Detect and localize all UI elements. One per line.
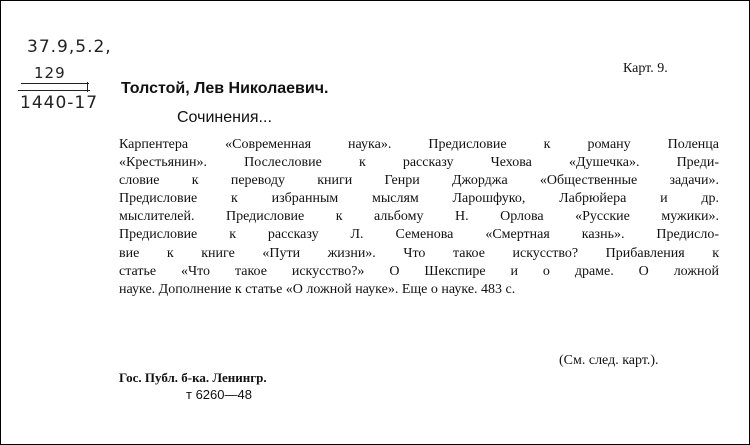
handwritten-underline — [21, 83, 89, 84]
author-heading: Толстой, Лев Николаевич. — [121, 80, 329, 97]
handwritten-call-number: 1440-17 — [20, 93, 99, 113]
contents-line: вие к книге «Пути жизни». Что такое искусство? Прибавления к — [119, 245, 719, 261]
contents-line: Карпентера «Современная наука». Предисловие к роману Поленца — [119, 137, 719, 152]
see-next-card-note: (См. след. карт.). — [559, 353, 659, 368]
handwritten-number: 129 — [34, 64, 66, 82]
contents-line: «Крестьянин». Послесловие к рассказу Чехова «Душечка». Преди- — [119, 155, 719, 171]
card-number: Карт. 9. — [623, 61, 668, 76]
contents-line: статье «Что такое искусство?» О Шекспире и о драме. О ложной — [119, 263, 719, 279]
contents-description — [119, 136, 719, 299]
work-title: Сочинения... — [177, 109, 272, 126]
contents-line: мыслителей. Предисловие к альбому Н. Орлова «Русские мужики». — [119, 209, 719, 225]
library-imprint: Гос. Публ. б-ка. Ленингр. — [119, 370, 267, 385]
contents-line: Предисловие к избранным мыслям Ларошфуко, Лабрюйера и др. — [119, 191, 719, 207]
contents-line: науке. Дополнение к статье «О ложной науке». Еще о науке. 483 с. — [119, 281, 516, 297]
contents-line: Предисловие к рассказу Л. Семенова «Смертная казнь». Предисло- — [119, 227, 719, 243]
print-code: т 6260—48 — [186, 387, 252, 402]
contents-line: словие к переводу книги Генри Джорджа «Общественные задачи». — [119, 173, 719, 189]
handwritten-underline-2 — [18, 90, 90, 91]
handwritten-shelfmark: 37.9,5.2, — [27, 37, 112, 57]
handwritten-tick — [87, 82, 88, 92]
